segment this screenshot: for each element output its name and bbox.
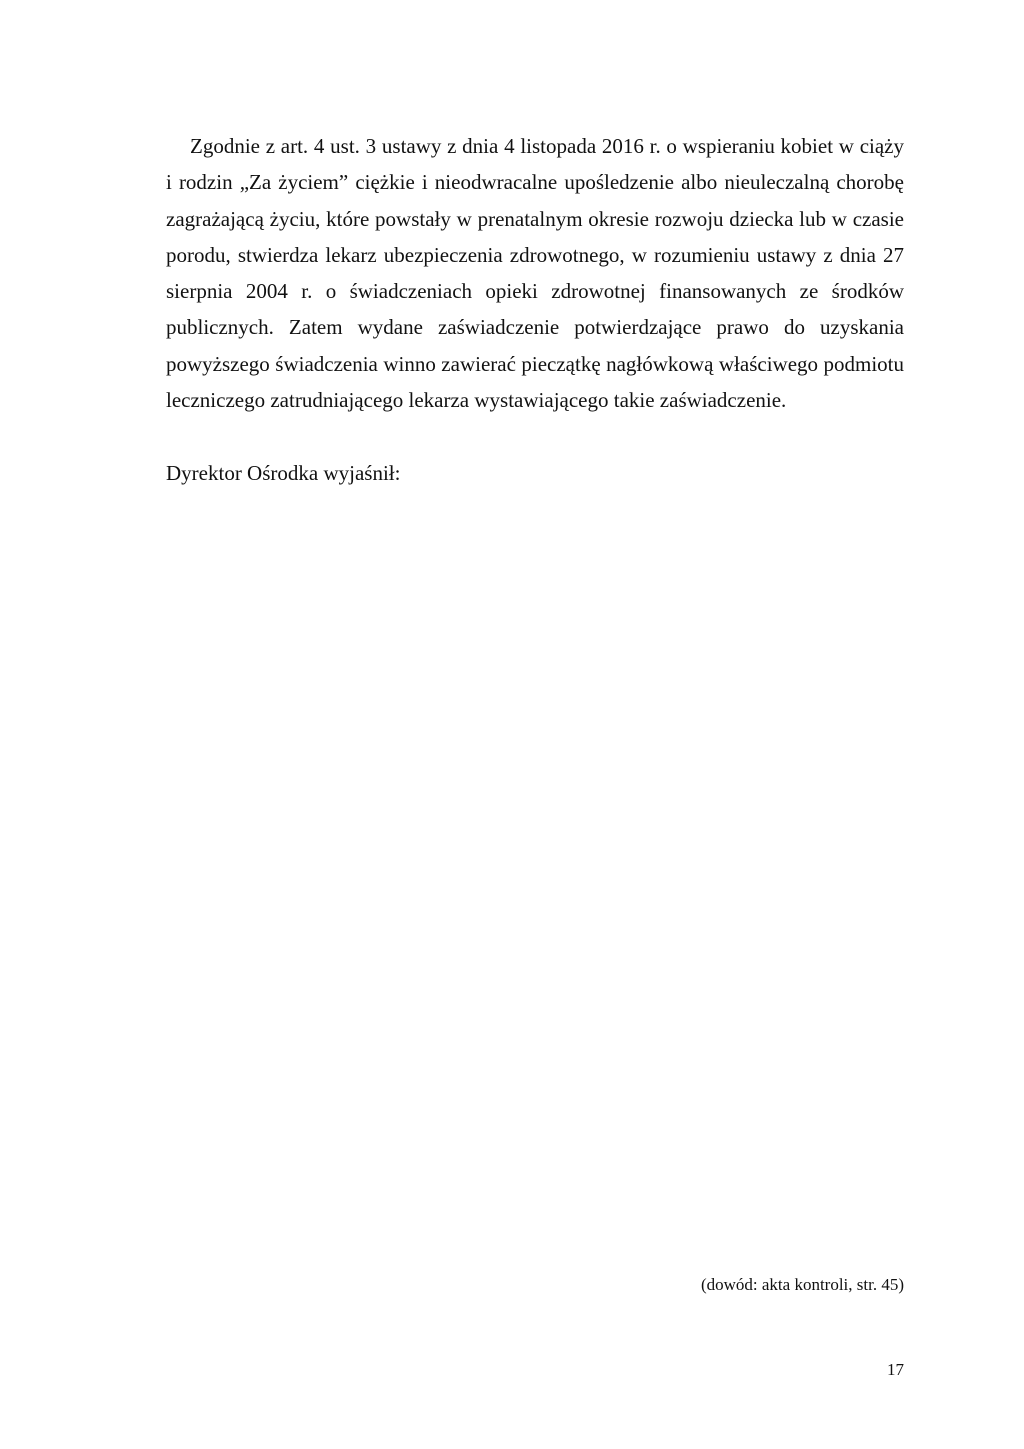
director-explained-heading: Dyrektor Ośrodka wyjaśnił: — [166, 461, 401, 485]
legal-basis-paragraph: Zgodnie z art. 4 ust. 3 ustawy z dnia 4 listopada 2016 r. o wspieraniu kobiet w ciąży i rodzin „Za życiem” ciężkie i nieodwracalne upośledzenie albo nieuleczalną chorobę zagrażającą życiu, które powstały w prenatalnym okresie rozwoju dziecka lub w czasie porodu, stwierdza lekarz ubezpieczenia zdrowotnego, w rozumieniu ustawy z dnia 27 sierpnia 2004 r. o świadczeniach opieki zdrowotnej finansowanych ze środków publicznych. Zatem wydane zaświadczenie potwierdzające prawo do uzyskania powyższego świadczenia winno zawierać pieczątkę nagłówkową właściwego podmiotu leczniczego zatrudniającego lekarza wystawiającego takie zaświadczenie. — [166, 134, 904, 413]
evidence-reference: (dowód: akta kontroli, str. 45) — [700, 1275, 904, 1294]
page-number: 17 — [887, 1360, 904, 1379]
